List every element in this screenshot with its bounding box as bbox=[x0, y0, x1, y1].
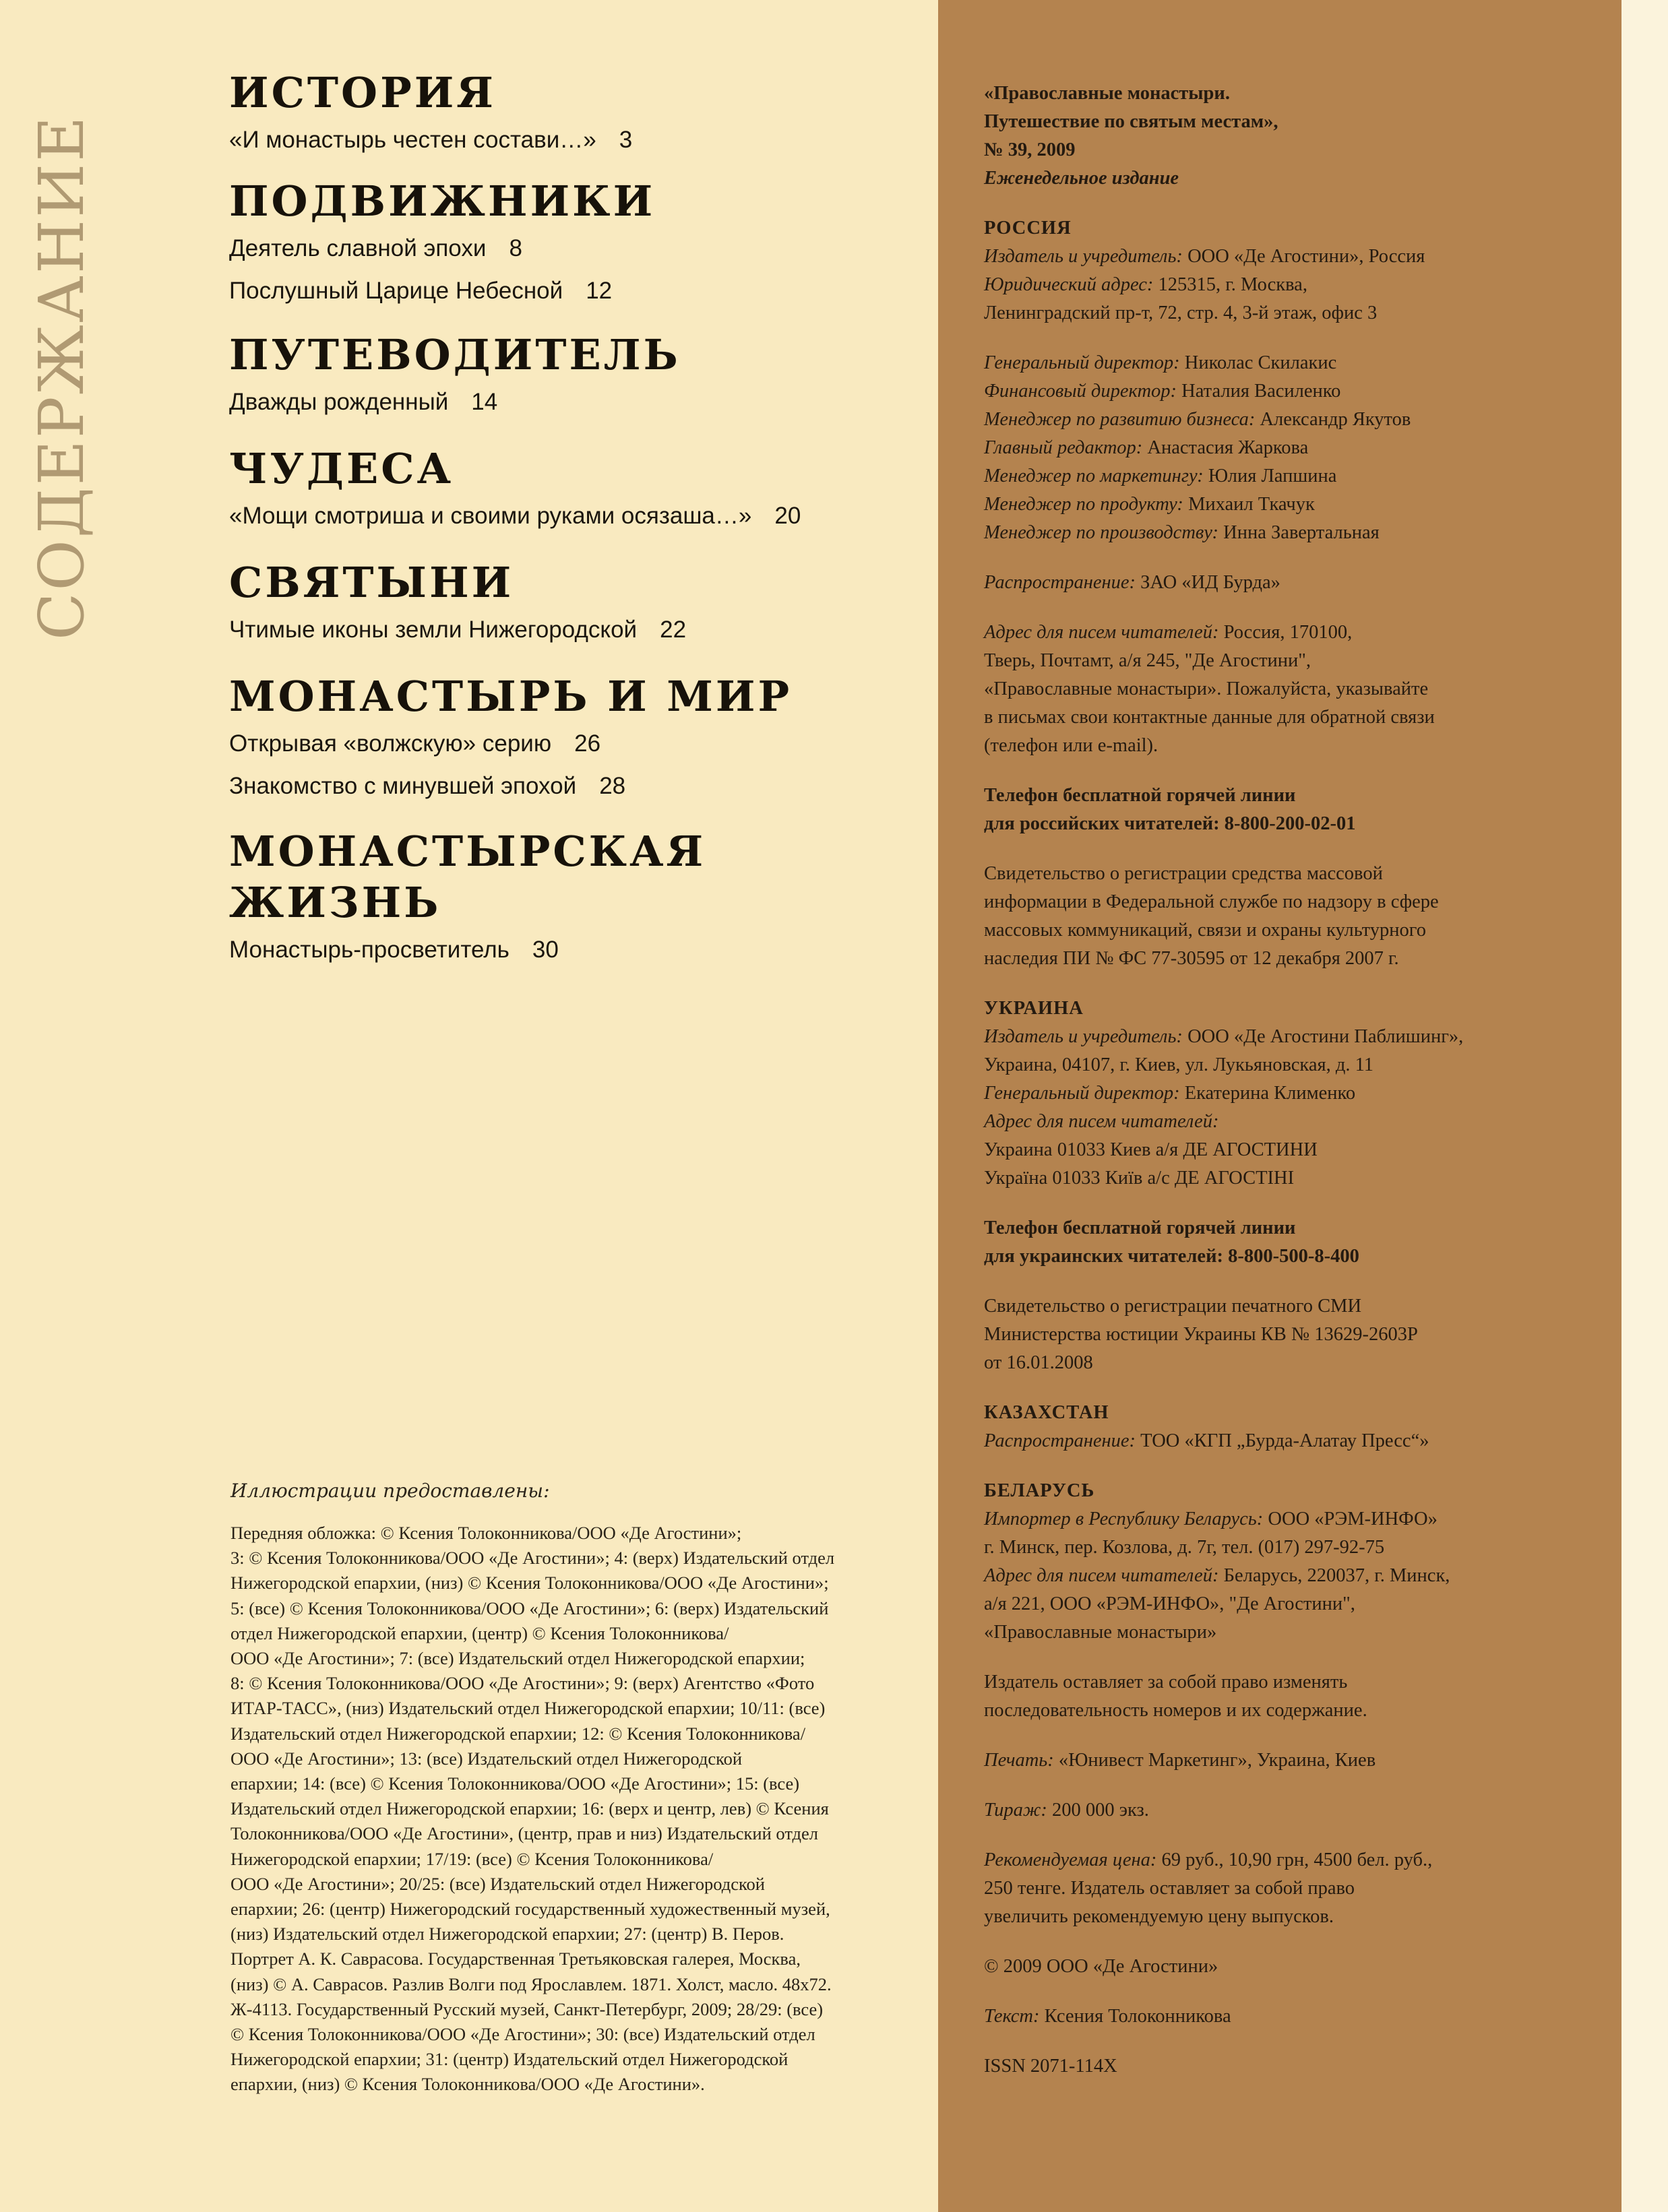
entry-title: Дважды рожденный bbox=[229, 389, 449, 415]
registration-line: наследия ПИ № ФС 77-30595 от 12 декабря 2007 г. bbox=[984, 948, 1399, 969]
toc-section bbox=[229, 826, 930, 971]
masthead-type: Еженедельное издание bbox=[984, 168, 1179, 189]
rights-line: последовательность номеров и их содержание. bbox=[984, 1700, 1367, 1721]
value: 200 000 экз. bbox=[1047, 1800, 1149, 1821]
registration-block bbox=[984, 860, 1594, 973]
value: Ксения Толоконникова bbox=[1039, 2006, 1231, 2027]
entry-page: 12 bbox=[586, 278, 613, 304]
value: Анастасия Жаркова bbox=[1142, 437, 1309, 458]
entry-page: 3 bbox=[619, 127, 633, 153]
label: Менеджер по развитию бизнеса: bbox=[984, 409, 1256, 430]
value: 69 руб., 10,90 грн, 4500 бел. руб., bbox=[1156, 1850, 1433, 1870]
section-title: МОНАСТЫРЬ И МИР bbox=[229, 672, 793, 721]
distribution-line bbox=[984, 1427, 1594, 1455]
value: Россия, 170100, bbox=[1218, 622, 1353, 643]
credits-line: Портрет А. К. Саврасова. Государственная Третьяковская галерея, Москва, bbox=[230, 1949, 801, 1969]
label: Генеральный директор: bbox=[984, 352, 1180, 373]
print-block bbox=[984, 1746, 1594, 1775]
readers-line bbox=[984, 619, 1594, 647]
toc-entry[interactable] bbox=[229, 608, 930, 651]
registration-line: Свидетельство о регистрации средства массовой bbox=[984, 863, 1383, 884]
toc-entry[interactable] bbox=[229, 270, 930, 312]
country-heading: УКРАИНА bbox=[984, 998, 1084, 1019]
label: Адрес для писем читателей: bbox=[984, 622, 1219, 643]
label: Менеджер по производству: bbox=[984, 522, 1219, 543]
credits-line: 8: © Ксения Толоконникова/ООО «Де Агостини»; 9: (верх) Агентство «Фото bbox=[230, 1673, 815, 1694]
importer-line: г. Минск, пер. Козлова, д. 7г, тел. (017) 297-92-75 bbox=[984, 1537, 1385, 1558]
price-block bbox=[984, 1846, 1594, 1931]
toc-entry[interactable] bbox=[229, 227, 930, 270]
value: Екатерина Клименко bbox=[1179, 1083, 1356, 1104]
staff-line bbox=[984, 434, 1594, 462]
section-title: ПОДВИЖНИКИ bbox=[229, 177, 656, 226]
issn: ISSN 2071-114X bbox=[984, 2056, 1117, 2077]
country-heading: РОССИЯ bbox=[984, 218, 1072, 239]
value: 125315, г. Москва, bbox=[1153, 274, 1307, 295]
entry-title: «И монастырь честен состави…» bbox=[229, 127, 596, 153]
entry-title: Открывая «волжскую» серию bbox=[229, 730, 552, 757]
label: Издатель и учредитель: bbox=[984, 246, 1183, 267]
credits-line: епархии; 26: (центр) Нижегородский государственный художественный музей, bbox=[230, 1899, 830, 1920]
label: Юридический адрес: bbox=[984, 274, 1154, 295]
distribution-block bbox=[984, 569, 1594, 597]
registration-line: от 16.01.2008 bbox=[984, 1352, 1093, 1373]
credits-line: Издательский отдел Нижегородской епархии; 16: (верх и центр, лев) © Ксения bbox=[230, 1798, 829, 1819]
entry-page: 8 bbox=[509, 235, 522, 261]
entry-title: Деятель славной эпохи bbox=[229, 235, 487, 261]
label: Рекомендуемая цена: bbox=[984, 1850, 1157, 1870]
rights-block bbox=[984, 1668, 1594, 1725]
readers-address-block bbox=[984, 619, 1594, 760]
toc-entry[interactable] bbox=[229, 722, 930, 765]
country-heading: КАЗАХСТАН bbox=[984, 1402, 1109, 1423]
value: Юлия Лапшина bbox=[1203, 466, 1337, 486]
value: «Юнивест Маркетинг», Украина, Киев bbox=[1053, 1750, 1376, 1771]
kazakhstan-block bbox=[984, 1399, 1594, 1455]
value: Николас Скилакис bbox=[1179, 352, 1337, 373]
registration-line: массовых коммуникаций, связи и охраны культурного bbox=[984, 920, 1426, 941]
entry-title: Послушный Царице Небесной bbox=[229, 278, 563, 304]
label: Импортер в Республику Беларусь: bbox=[984, 1509, 1264, 1529]
toc-section bbox=[229, 557, 930, 651]
value: ООО «Де Агостини Паблишинг», bbox=[1182, 1026, 1464, 1047]
label: Финансовый директор: bbox=[984, 381, 1177, 402]
credits-line: епархии, (низ) © Ксения Толоконникова/ООО «Де Агостини». bbox=[230, 2074, 705, 2095]
illustration-credits bbox=[230, 1480, 904, 2097]
hotline-line: для российских читателей: 8-800-200-02-01 bbox=[984, 813, 1356, 834]
label: Текст: bbox=[984, 2006, 1040, 2027]
label: Распространение: bbox=[984, 572, 1136, 593]
label: Печать: bbox=[984, 1750, 1054, 1771]
toc-section bbox=[229, 443, 930, 537]
price-line: 250 тенге. Издатель оставляет за собой право bbox=[984, 1878, 1355, 1899]
toc-section bbox=[229, 671, 930, 807]
credits-line: 3: © Ксения Толоконникова/ООО «Де Агостини»; 4: (верх) Издательский отдел bbox=[230, 1548, 835, 1569]
value: Инна Завертальная bbox=[1218, 522, 1380, 543]
circulation-line bbox=[984, 1796, 1594, 1825]
ukraine-block bbox=[984, 994, 1594, 1193]
entry-title: Знакомство с минувшей эпохой bbox=[229, 773, 577, 799]
value: Александр Якутов bbox=[1255, 409, 1411, 430]
table-of-contents bbox=[229, 67, 930, 971]
section-title: ИСТОРИЯ bbox=[229, 68, 496, 117]
credits-line: епархии; 14: (все) © Ксения Толоконникова/ООО «Де Агостини»; 15: (все) bbox=[230, 1773, 800, 1794]
toc-section bbox=[229, 67, 930, 161]
address-line bbox=[984, 271, 1594, 299]
credits-line: Ж-4113. Государственный Русский музей, Санкт-Петербург, 2009; 28/29: (все) bbox=[230, 1998, 824, 2019]
address-line: Украина, 04107, г. Киев, ул. Лукьяновская, д. 11 bbox=[984, 1054, 1374, 1075]
readers-line: Украина 01033 Киев а/я ДЕ АГОСТИНИ bbox=[984, 1139, 1318, 1160]
toc-entry[interactable] bbox=[229, 765, 930, 807]
entry-page: 26 bbox=[574, 730, 601, 757]
circulation-block bbox=[984, 1796, 1594, 1825]
section-title: ПУТЕВОДИТЕЛЬ bbox=[229, 330, 681, 379]
readers-line: «Православные монастыри» bbox=[984, 1622, 1217, 1643]
credits-line: Нижегородской епархии; 17/19: (все) © Ксения Толоконникова/ bbox=[230, 1848, 714, 1869]
credits-line: Передняя обложка: © Ксения Толоконникова/ООО «Де Агостини»; bbox=[230, 1523, 742, 1543]
staff-line bbox=[984, 406, 1594, 434]
print-line bbox=[984, 1746, 1594, 1775]
masthead bbox=[984, 80, 1594, 193]
section-title: ЧУДЕСА bbox=[229, 444, 454, 493]
masthead-title: «Православные монастыри. bbox=[984, 83, 1230, 104]
entry-title: «Мощи смотриша и своими руками осязаша…» bbox=[229, 503, 752, 529]
readers-label: Адрес для писем читателей: bbox=[984, 1111, 1219, 1132]
registration-block bbox=[984, 1292, 1594, 1377]
importer-line bbox=[984, 1505, 1594, 1534]
value: Наталия Василенко bbox=[1177, 381, 1341, 402]
label: Менеджер по продукту: bbox=[984, 494, 1183, 515]
copyright: © 2009 ООО «Де Агостини» bbox=[984, 1956, 1218, 1977]
credits-text bbox=[230, 1521, 904, 2097]
label: Адрес для писем читателей: bbox=[984, 1565, 1219, 1586]
hotline-line: для украинских читателей: 8-800-500-8-400 bbox=[984, 1246, 1359, 1267]
price-line: увеличить рекомендуемую цену выпусков. bbox=[984, 1906, 1334, 1927]
credits-line: ООО «Де Агостини»; 7: (все) Издательский отдел Нижегородской епархии; bbox=[230, 1648, 805, 1669]
readers-line: (телефон или e-mail). bbox=[984, 735, 1159, 756]
label: Распространение: bbox=[984, 1430, 1136, 1451]
distribution-line bbox=[984, 569, 1594, 597]
credits-line: © Ксения Толоконникова/ООО «Де Агостини»; 30: (все) Издательский отдел bbox=[230, 2024, 815, 2045]
page-edge bbox=[1621, 0, 1668, 2212]
registration-line: Свидетельство о регистрации печатного СМИ bbox=[984, 1296, 1362, 1317]
entry-page: 20 bbox=[774, 503, 801, 529]
vertical-title-text: СОДЕРЖАНИЕ bbox=[26, 114, 98, 640]
staff-line bbox=[984, 491, 1594, 519]
credits-line: ИТАР-ТАСС», (низ) Издательский отдел Нижегородской епархии; 10/11: (все) bbox=[230, 1698, 826, 1719]
staff-line bbox=[984, 377, 1594, 406]
hotline-block bbox=[984, 782, 1594, 838]
credits-heading: Иллюстрации предоставлены: bbox=[230, 1480, 550, 1502]
value: Беларусь, 220037, г. Минск, bbox=[1218, 1565, 1450, 1586]
credits-line: (низ) © А. Саврасов. Разлив Волги под Ярославлем. 1871. Холст, масло. 48x72. bbox=[230, 1973, 832, 1994]
credits-line: Издательский отдел Нижегородской епархии; 12: © Ксения Толоконникова/ bbox=[230, 1723, 806, 1744]
staff-line bbox=[984, 462, 1594, 491]
imprint bbox=[984, 80, 1594, 2102]
staff-block bbox=[984, 349, 1594, 547]
publisher-line bbox=[984, 1023, 1594, 1051]
toc-entry[interactable] bbox=[229, 495, 930, 537]
country-heading: БЕЛАРУСЬ bbox=[984, 1480, 1095, 1501]
credits-line: (низ) Издательский отдел Нижегородской епархии; 27: (центр) В. Перов. bbox=[230, 1924, 784, 1945]
toc-entry[interactable] bbox=[229, 381, 930, 423]
registration-line: информации в Федеральной службе по надзору в сфере bbox=[984, 891, 1439, 912]
staff-line bbox=[984, 519, 1594, 547]
registration-line: Министерства юстиции Украины КВ № 13629-2603Р bbox=[984, 1324, 1418, 1345]
credits-line: 5: (все) © Ксения Толоконникова/ООО «Де Агостини»; 6: (верх) Издательский bbox=[230, 1598, 829, 1618]
price-line bbox=[984, 1846, 1594, 1874]
credits-line: Нижегородской епархии; 31: (центр) Издательский отдел Нижегородской bbox=[230, 2049, 789, 2070]
entry-page: 22 bbox=[660, 617, 687, 643]
rights-line: Издатель оставляет за собой право изменять bbox=[984, 1672, 1348, 1693]
readers-line: «Православные монастыри». Пожалуйста, указывайте bbox=[984, 678, 1429, 699]
label: Главный редактор: bbox=[984, 437, 1143, 458]
hotline-line: Телефон бесплатной горячей линии bbox=[984, 1218, 1296, 1238]
masthead-title: Путешествие по святым местам», bbox=[984, 111, 1278, 132]
russia-block bbox=[984, 214, 1594, 327]
masthead-issue: № 39, 2009 bbox=[984, 139, 1076, 160]
value: ООО «Де Агостини», Россия bbox=[1182, 246, 1425, 267]
section-title: МОНАСТЫРСКАЯ ЖИЗНЬ bbox=[229, 827, 706, 927]
label: Менеджер по маркетингу: bbox=[984, 466, 1204, 486]
staff-line bbox=[984, 349, 1594, 377]
toc-section bbox=[229, 176, 930, 312]
section-title: СВЯТЫНИ bbox=[229, 558, 514, 607]
hotline-block bbox=[984, 1214, 1594, 1271]
value: ЗАО «ИД Бурда» bbox=[1136, 572, 1280, 593]
credits-line: Толоконникова/ООО «Де Агостини», (центр, прав и низ) Издательский отдел bbox=[230, 1823, 819, 1844]
readers-line: в письмах свои контактные данные для обратной связи bbox=[984, 707, 1435, 728]
toc-entry[interactable] bbox=[229, 119, 930, 161]
readers-line: Тверь, Почтамт, а/я 245, "Де Агостини", bbox=[984, 650, 1311, 671]
entry-title: Чтимые иконы земли Нижегородской bbox=[229, 617, 638, 643]
entry-page: 30 bbox=[532, 937, 559, 963]
readers-line bbox=[984, 1562, 1594, 1590]
toc-entry[interactable] bbox=[229, 928, 930, 971]
entry-page: 28 bbox=[599, 773, 626, 799]
hotline-line: Телефон бесплатной горячей линии bbox=[984, 785, 1296, 806]
publisher-line bbox=[984, 243, 1594, 271]
value: ООО «РЭМ-ИНФО» bbox=[1263, 1509, 1438, 1529]
credits-line: отдел Нижегородской епархии, (центр) © Ксения Толоконникова/ bbox=[230, 1622, 729, 1643]
readers-line: а/я 221, ООО «РЭМ-ИНФО», "Де Агостини", bbox=[984, 1593, 1355, 1614]
value: Михаил Ткачук bbox=[1183, 494, 1315, 515]
text-credit bbox=[984, 2002, 1594, 2031]
readers-line: Україна 01033 Київ а/с ДЕ АГОСТІНІ bbox=[984, 1168, 1295, 1189]
credits-line: Нижегородской епархии, (низ) © Ксения Толоконникова/ООО «Де Агостини»; bbox=[230, 1573, 829, 1593]
label: Тираж: bbox=[984, 1800, 1047, 1821]
label: Издатель и учредитель: bbox=[984, 1026, 1183, 1047]
value: ТОО «КГП „Бурда-Алатау Пресс“» bbox=[1136, 1430, 1429, 1451]
credits-line: ООО «Де Агостини»; 13: (все) Издательский отдел Нижегородской bbox=[230, 1748, 743, 1769]
entry-title: Монастырь-просветитель bbox=[229, 937, 509, 963]
label: Генеральный директор: bbox=[984, 1083, 1180, 1104]
credits-line: ООО «Де Агостини»; 20/25: (все) Издательский отдел Нижегородской bbox=[230, 1873, 765, 1894]
belarus-block bbox=[984, 1477, 1594, 1647]
entry-page: 14 bbox=[471, 389, 498, 415]
address-line: Ленинградский пр-т, 72, стр. 4, 3-й этаж, офис 3 bbox=[984, 303, 1378, 323]
director-line bbox=[984, 1079, 1594, 1108]
toc-section bbox=[229, 329, 930, 423]
